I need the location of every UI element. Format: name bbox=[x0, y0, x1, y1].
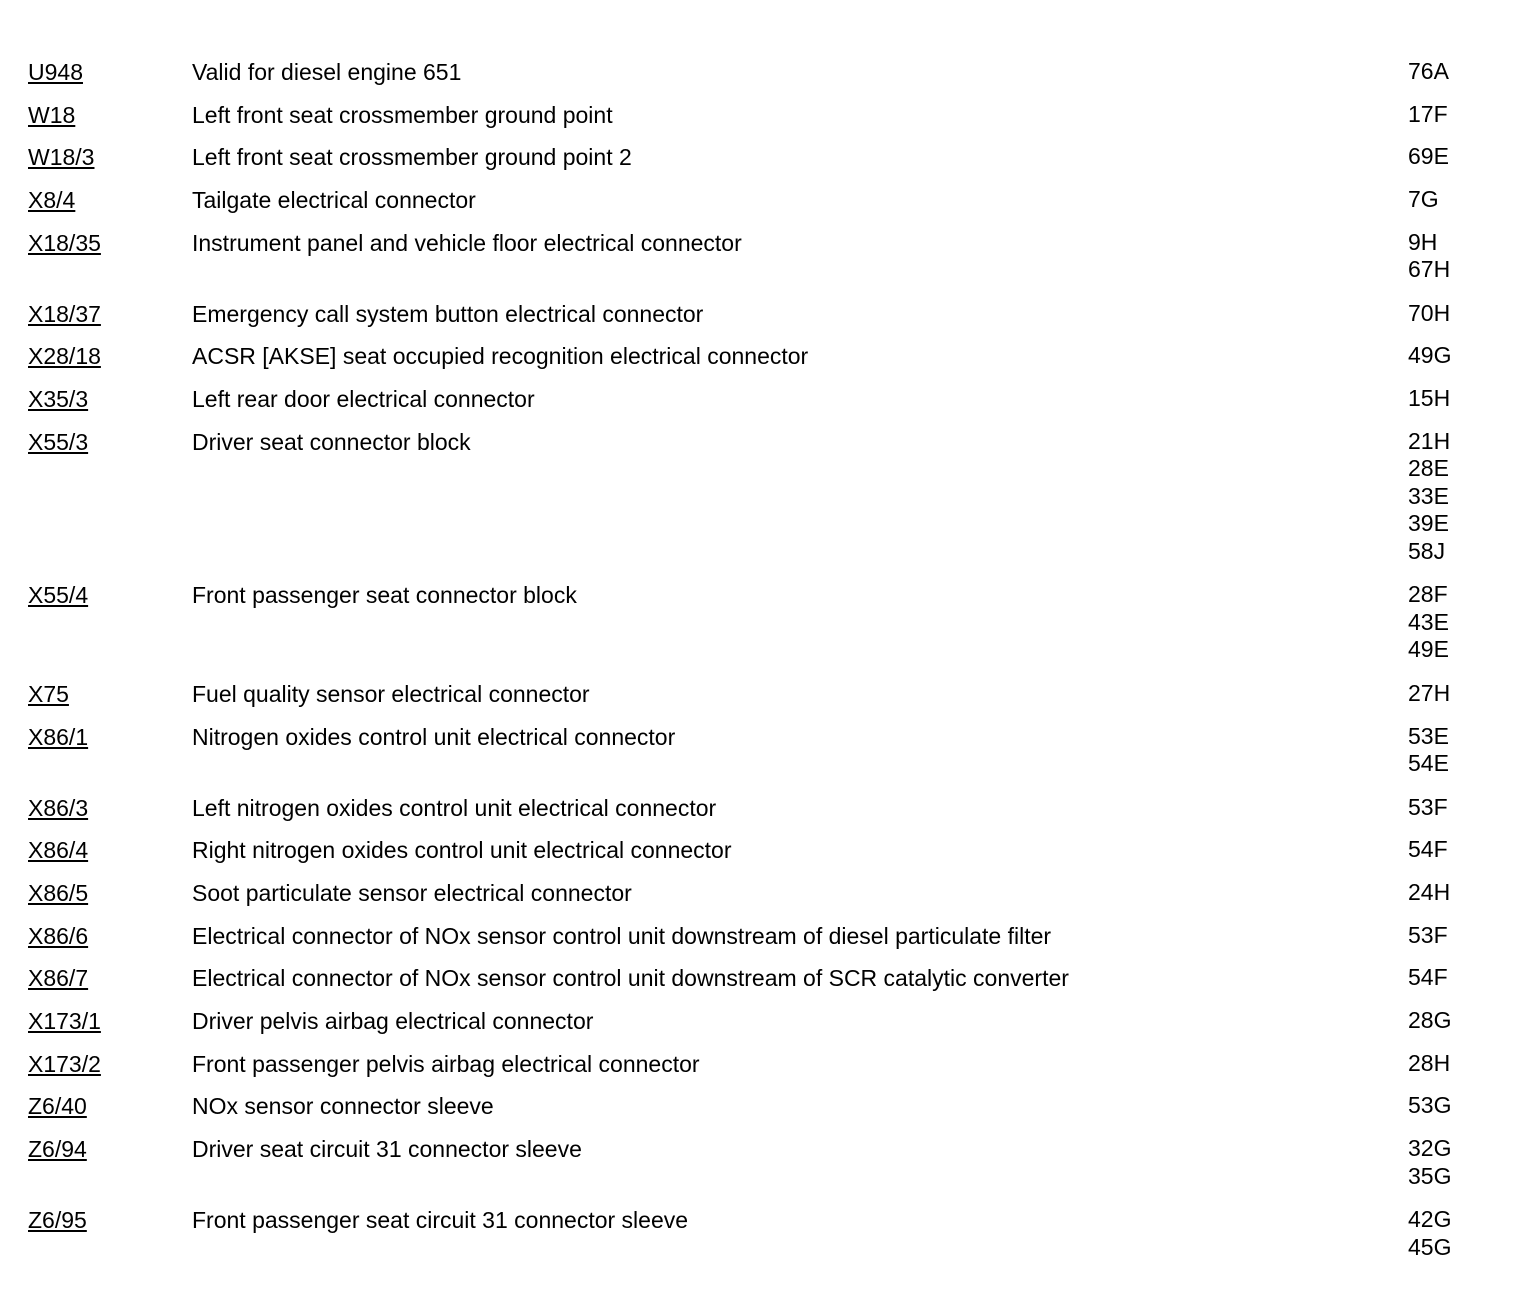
grid-location: 33E bbox=[1408, 482, 1449, 509]
grid-location: 15H bbox=[1408, 385, 1451, 412]
grid-location-list bbox=[1408, 964, 1448, 992]
grid-location: 35G bbox=[1408, 1162, 1452, 1189]
grid-location: 43E bbox=[1408, 608, 1449, 635]
component-row bbox=[0, 342, 1520, 385]
grid-location: 45G bbox=[1408, 1233, 1452, 1260]
component-code-link[interactable]: W18/3 bbox=[28, 144, 95, 171]
component-row bbox=[0, 723, 1520, 794]
grid-location: 54F bbox=[1408, 836, 1448, 863]
component-code-link[interactable]: X86/1 bbox=[28, 723, 89, 750]
grid-location: 69E bbox=[1408, 143, 1449, 170]
component-description: Nitrogen oxides control unit electrical connector bbox=[192, 723, 676, 750]
grid-location: 27H bbox=[1408, 679, 1451, 706]
grid-location: 76A bbox=[1408, 58, 1449, 84]
component-code-link[interactable]: X75 bbox=[28, 680, 69, 707]
grid-location: 54E bbox=[1408, 750, 1449, 776]
grid-location-list bbox=[1408, 300, 1450, 328]
component-code-link[interactable]: X18/35 bbox=[28, 229, 101, 256]
component-row bbox=[0, 101, 1520, 144]
grid-location-list bbox=[1408, 723, 1449, 778]
grid-location-list bbox=[1408, 58, 1449, 86]
component-description: Front passenger pelvis airbag electrical connector bbox=[192, 1050, 700, 1077]
component-row bbox=[0, 1135, 1520, 1206]
component-row bbox=[0, 1050, 1520, 1093]
component-description: Left nitrogen oxides control unit electrical connector bbox=[192, 794, 717, 821]
component-index-list bbox=[0, 58, 1520, 1277]
grid-location-list bbox=[1408, 1092, 1451, 1120]
component-code-link[interactable]: X86/3 bbox=[28, 794, 89, 821]
grid-location-list bbox=[1408, 581, 1449, 664]
component-description: Valid for diesel engine 651 bbox=[192, 59, 462, 85]
component-row bbox=[0, 385, 1520, 428]
grid-location-list bbox=[1408, 879, 1450, 907]
grid-location: 53G bbox=[1408, 1092, 1452, 1119]
grid-location-list bbox=[1408, 186, 1439, 214]
grid-location-list bbox=[1408, 101, 1448, 129]
component-code-link[interactable]: X28/18 bbox=[28, 343, 101, 370]
component-code-link[interactable]: X173/2 bbox=[28, 1050, 101, 1077]
grid-location-list bbox=[1408, 143, 1449, 171]
component-description: Front passenger seat circuit 31 connector sleeve bbox=[192, 1207, 689, 1233]
component-description: Right nitrogen oxides control unit electrical connector bbox=[192, 837, 732, 864]
component-description: Driver seat connector block bbox=[192, 428, 471, 455]
component-row bbox=[0, 964, 1520, 1007]
component-description: Tailgate electrical connector bbox=[192, 187, 476, 214]
component-row bbox=[0, 229, 1520, 300]
component-row bbox=[0, 680, 1520, 723]
grid-location: 9H bbox=[1408, 228, 1438, 255]
grid-location: 39E bbox=[1408, 510, 1449, 537]
component-code-link[interactable]: X55/3 bbox=[28, 428, 89, 455]
grid-location: 49G bbox=[1408, 342, 1452, 369]
grid-location: 42G bbox=[1408, 1206, 1452, 1232]
grid-location: 28F bbox=[1408, 581, 1448, 608]
component-description: Electrical connector of NOx sensor control unit downstream of diesel particulate filter bbox=[192, 922, 1052, 949]
component-code-link[interactable]: X55/4 bbox=[28, 582, 89, 609]
component-row bbox=[0, 836, 1520, 879]
grid-location: 21H bbox=[1408, 427, 1451, 454]
grid-location-list bbox=[1408, 229, 1450, 284]
component-row bbox=[0, 300, 1520, 343]
component-code-link[interactable]: X86/6 bbox=[28, 922, 89, 949]
component-description: Emergency call system button electrical connector bbox=[192, 300, 704, 327]
component-description: Front passenger seat connector block bbox=[192, 582, 577, 609]
component-row bbox=[0, 1092, 1520, 1135]
component-description: Left front seat crossmember ground point bbox=[192, 101, 613, 128]
grid-location: 17F bbox=[1408, 100, 1448, 127]
grid-location: 53F bbox=[1408, 793, 1448, 820]
component-description: Driver seat circuit 31 connector sleeve bbox=[192, 1136, 582, 1162]
component-code-link[interactable]: Z6/95 bbox=[28, 1207, 87, 1233]
grid-location-list bbox=[1408, 1135, 1451, 1190]
component-code-link[interactable]: Z6/40 bbox=[28, 1093, 87, 1120]
component-row bbox=[0, 879, 1520, 922]
component-code-link[interactable]: X86/4 bbox=[28, 837, 89, 864]
grid-location: 28E bbox=[1408, 455, 1449, 482]
grid-location: 28G bbox=[1408, 1006, 1452, 1033]
component-description: Instrument panel and vehicle floor electrical connector bbox=[192, 229, 742, 256]
grid-location: 7G bbox=[1408, 186, 1439, 213]
component-row bbox=[0, 581, 1520, 680]
grid-location: 54F bbox=[1408, 964, 1448, 991]
component-code-link[interactable]: X173/1 bbox=[28, 1007, 101, 1034]
component-description: Driver pelvis airbag electrical connector bbox=[192, 1007, 594, 1034]
grid-location-list bbox=[1408, 794, 1448, 822]
grid-location: 70H bbox=[1408, 299, 1451, 326]
grid-location: 24H bbox=[1408, 878, 1451, 905]
component-code-link[interactable]: X86/5 bbox=[28, 879, 89, 906]
component-code-link[interactable]: X8/4 bbox=[28, 187, 76, 214]
grid-location-list bbox=[1408, 1007, 1451, 1035]
component-description: ACSR [AKSE] seat occupied recognition electrical connector bbox=[192, 343, 809, 370]
grid-location: 53E bbox=[1408, 722, 1449, 749]
component-row bbox=[0, 922, 1520, 965]
grid-location: 67H bbox=[1408, 256, 1451, 283]
component-description: Left rear door electrical connector bbox=[192, 386, 535, 413]
grid-location: 28H bbox=[1408, 1049, 1451, 1076]
grid-location-list bbox=[1408, 428, 1450, 566]
grid-location-list bbox=[1408, 836, 1448, 864]
component-row bbox=[0, 428, 1520, 582]
grid-location-list bbox=[1408, 342, 1451, 370]
component-row bbox=[0, 143, 1520, 186]
grid-location-list bbox=[1408, 1206, 1451, 1261]
component-row bbox=[0, 794, 1520, 837]
component-code-link[interactable]: X35/3 bbox=[28, 386, 89, 413]
component-description: Left front seat crossmember ground point 2 bbox=[192, 144, 632, 171]
grid-location-list bbox=[1408, 680, 1450, 708]
component-row bbox=[0, 1007, 1520, 1050]
grid-location: 32G bbox=[1408, 1135, 1452, 1161]
component-code-link[interactable]: Z6/94 bbox=[28, 1136, 87, 1162]
component-description: NOx sensor connector sleeve bbox=[192, 1093, 494, 1120]
grid-location: 53F bbox=[1408, 921, 1448, 948]
grid-location: 49E bbox=[1408, 636, 1449, 663]
component-code-link[interactable]: X86/7 bbox=[28, 965, 89, 992]
grid-location-list bbox=[1408, 1050, 1450, 1078]
component-description: Electrical connector of NOx sensor control unit downstream of SCR catalytic converter bbox=[192, 965, 1069, 992]
component-code-link[interactable]: W18 bbox=[28, 101, 76, 128]
component-description: Soot particulate sensor electrical connector bbox=[192, 879, 632, 906]
component-code-link[interactable]: U948 bbox=[28, 59, 83, 85]
grid-location-list bbox=[1408, 922, 1448, 950]
component-row bbox=[0, 186, 1520, 229]
component-row bbox=[0, 1206, 1520, 1277]
component-description: Fuel quality sensor electrical connector bbox=[192, 680, 590, 707]
grid-location: 58J bbox=[1408, 537, 1446, 564]
grid-location-list bbox=[1408, 385, 1450, 413]
component-row bbox=[0, 58, 1520, 101]
component-code-link[interactable]: X18/37 bbox=[28, 300, 101, 327]
